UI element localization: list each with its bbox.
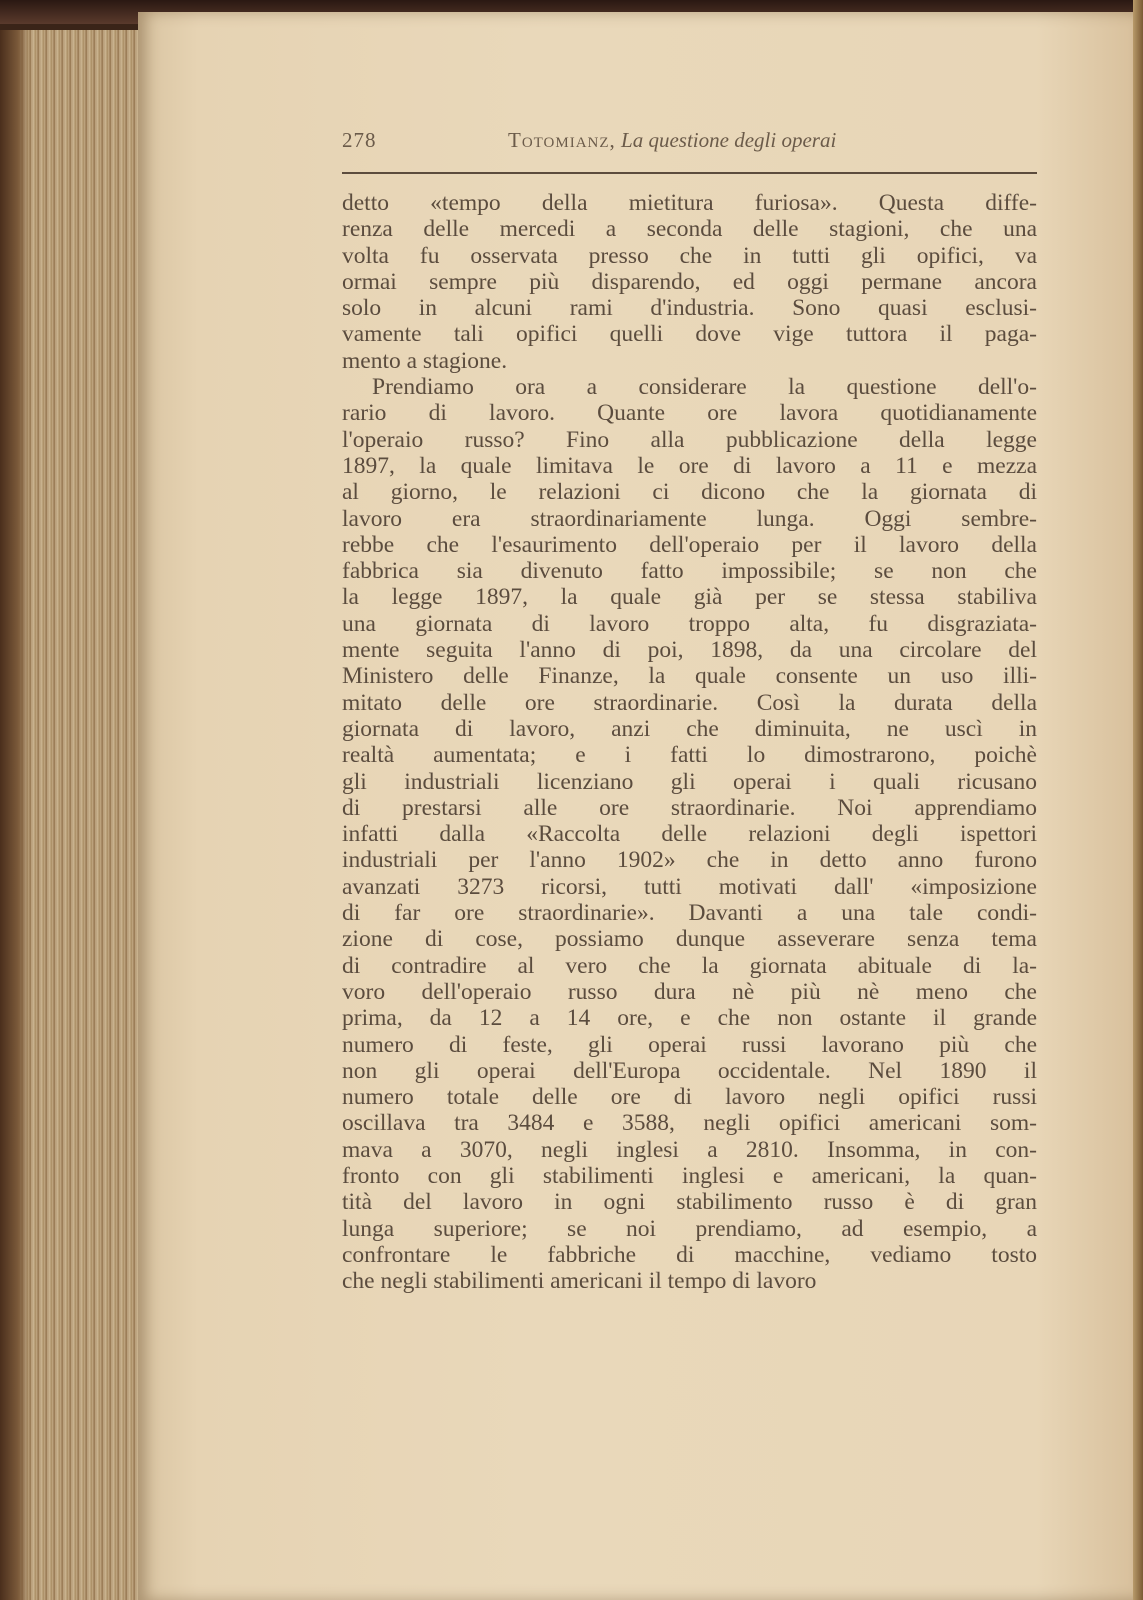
text-line: 1897, la quale limitava le ore di lavoro a 11 e mezza (342, 452, 1037, 479)
text-line: Ministero delle Finanze, la quale consente un uso illi- (342, 663, 1037, 690)
text-line: di contradire al vero che la giornata abituale di la- (342, 952, 1037, 979)
text-line: avanzati 3273 ricorsi, tutti motivati dall' «imposizione (342, 873, 1037, 900)
text-line: numero di feste, gli operai russi lavorano più che (342, 1031, 1037, 1058)
text-line: rario di lavoro. Quante ore lavora quotidianamente (342, 400, 1037, 427)
text-line: che negli stabilimenti americani il tempo di lavoro (342, 1268, 817, 1295)
text-line: mava a 3070, negli inglesi a 2810. Insomma, in con- (342, 1136, 1037, 1163)
text-line: la legge 1897, la quale già per se stessa stabiliva (342, 584, 1037, 611)
running-head-author: Totomianz, (508, 128, 616, 152)
book-right-edge (1133, 0, 1143, 1600)
text-line: mento a stagione. (342, 347, 508, 374)
text-line: fronto con gli stabilimenti inglesi e americani, la quan- (342, 1162, 1037, 1189)
text-line: giornata di lavoro, anzi che diminuita, ne uscì in (342, 715, 1037, 742)
text-line: volta fu osservata presso che in tutti gli opifici, va (342, 242, 1037, 269)
text-line: al giorno, le relazioni ci dicono che la giornata di (342, 479, 1037, 506)
text-line: renza delle mercedi a seconda delle stagioni, che una (342, 216, 1037, 243)
text-line: mitato delle ore straordinarie. Così la durata della (342, 689, 1037, 716)
text-line: fabbrica sia divenuto fatto impossibile; se non che (342, 558, 1037, 585)
header-rule (342, 172, 1037, 174)
text-line: lunga superiore; se noi prendiamo, ad esempio, a (342, 1215, 1037, 1242)
book-spine-shadow (0, 30, 30, 1600)
text-line: non gli operai dell'Europa occidentale. Nel 1890 il (342, 1057, 1037, 1084)
text-line: tità del lavoro in ogni stabilimento russo è di gran (342, 1189, 1037, 1216)
text-line: una giornata di lavoro troppo alta, fu disgraziata- (342, 610, 1037, 637)
running-header (342, 128, 1037, 168)
body-text (342, 190, 1037, 1294)
text-line: lavoro era straordinariamente lunga. Oggi sembre- (342, 505, 1037, 532)
text-line: rebbe che l'esaurimento dell'operaio per il lavoro della (342, 531, 1037, 558)
text-line: industriali per l'anno 1902» che in detto anno furono (342, 847, 1037, 874)
text-line: Prendiamo ora a considerare la questione dell'o- (372, 374, 1037, 401)
text-line: di far ore straordinarie». Davanti a una tale condi- (342, 900, 1037, 927)
text-line: numero totale delle ore di lavoro negli opifici russi (342, 1084, 1037, 1111)
text-line: zione di cose, possiamo dunque asseverare senza tema (342, 926, 1037, 953)
text-line: l'operaio russo? Fino alla pubblicazione della legge (342, 426, 1037, 453)
text-line: realtà aumentata; e i fatti lo dimostrarono, poichè (342, 742, 1037, 769)
running-head (508, 128, 836, 153)
text-line: di prestarsi alle ore straordinarie. Noi apprendiamo (342, 794, 1037, 821)
text-line: prima, da 12 a 14 ore, e che non ostante il grande (342, 1005, 1037, 1032)
text-line: vamente tali opifici quelli dove vige tuttora il paga- (342, 321, 1037, 348)
text-line: ormai sempre più disparendo, ed oggi permane ancora (342, 268, 1037, 295)
text-line: solo in alcuni rami d'industria. Sono quasi esclusi- (342, 295, 1037, 322)
text-line: confrontare le fabbriche di macchine, vediamo tosto (342, 1241, 1037, 1268)
text-line: infatti dalla «Raccolta delle relazioni degli ispettori (342, 821, 1037, 848)
text-line: oscillava tra 3484 e 3588, negli opifici americani som- (342, 1110, 1037, 1137)
running-head-title: La questione degli operai (621, 128, 837, 152)
text-line: voro dell'operaio russo dura nè più nè meno che (342, 978, 1037, 1005)
text-line: gli industriali licenziano gli operai i quali ricusano (342, 768, 1037, 795)
text-line: detto «tempo della mietitura furiosa». Questa diffe- (342, 190, 1037, 216)
text-line: mente seguita l'anno di poi, 1898, da una circolare del (342, 637, 1037, 664)
page-number: 278 (342, 128, 377, 152)
